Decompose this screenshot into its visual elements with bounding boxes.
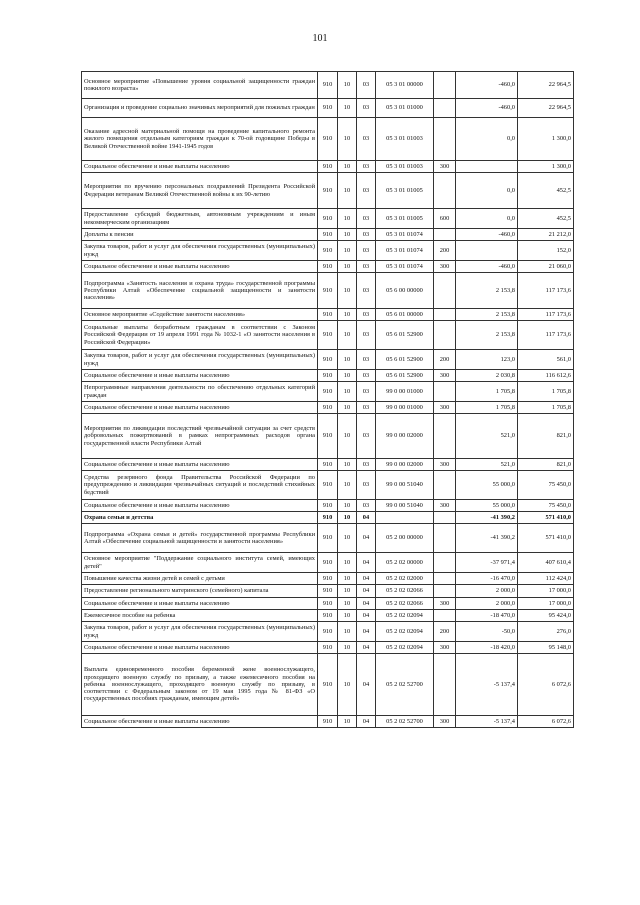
row-name: Основное мероприятие «Содействие занятости населения»	[82, 309, 318, 321]
subsection-code: 03	[357, 382, 376, 402]
total-amount: 21 060,0	[518, 261, 574, 273]
change-amount: 0,0	[456, 209, 518, 229]
expense-type	[434, 321, 456, 350]
table-row	[82, 321, 574, 350]
subsection-code: 04	[357, 512, 376, 524]
total-amount: 75 450,0	[518, 471, 574, 500]
expense-type: 300	[434, 161, 456, 173]
expense-type	[434, 273, 456, 309]
total-amount: 95 148,0	[518, 642, 574, 654]
total-amount: 117 173,6	[518, 273, 574, 309]
change-amount: -16 470,0	[456, 573, 518, 585]
section-code: 10	[338, 273, 357, 309]
total-amount: 152,0	[518, 241, 574, 261]
change-amount: -460,0	[456, 99, 518, 118]
row-name: Доплаты к пенсии	[82, 229, 318, 241]
subsection-code: 03	[357, 209, 376, 229]
section-code: 10	[338, 573, 357, 585]
admin-code: 910	[318, 402, 338, 414]
subsection-code: 04	[357, 716, 376, 728]
section-code: 10	[338, 598, 357, 610]
total-amount: 821,0	[518, 414, 574, 459]
row-name: Предоставление субсидий бюджетным, автономным учреждениям и иным некоммерческим организациям	[82, 209, 318, 229]
table-row	[82, 642, 574, 654]
expense-type	[434, 573, 456, 585]
change-amount: -5 137,4	[456, 716, 518, 728]
target-article: 05 6 01 52900	[376, 321, 434, 350]
total-amount: 1 705,8	[518, 382, 574, 402]
total-amount: 112 424,0	[518, 573, 574, 585]
row-name: Закупка товаров, работ и услуг для обеспечения государственных (муниципальных) нужд	[82, 350, 318, 370]
change-amount: -5 137,4	[456, 654, 518, 716]
table-row	[82, 459, 574, 471]
total-amount: 75 450,0	[518, 500, 574, 512]
expense-type: 200	[434, 622, 456, 642]
change-amount: 2 030,8	[456, 370, 518, 382]
admin-code: 910	[318, 173, 338, 209]
admin-code: 910	[318, 209, 338, 229]
subsection-code: 04	[357, 524, 376, 553]
admin-code: 910	[318, 610, 338, 622]
admin-code: 910	[318, 382, 338, 402]
total-amount: 117 173,6	[518, 321, 574, 350]
change-amount: 521,0	[456, 414, 518, 459]
target-article: 05 6 01 52900	[376, 350, 434, 370]
subsection-code: 04	[357, 598, 376, 610]
subsection-code: 03	[357, 229, 376, 241]
section-code: 10	[338, 610, 357, 622]
section-code: 10	[338, 512, 357, 524]
target-article: 05 6 01 00000	[376, 309, 434, 321]
subsection-code: 04	[357, 642, 376, 654]
expense-type	[434, 229, 456, 241]
admin-code: 910	[318, 321, 338, 350]
target-article: 05 3 01 01074	[376, 229, 434, 241]
admin-code: 910	[318, 241, 338, 261]
change-amount: 2 153,8	[456, 273, 518, 309]
section-code: 10	[338, 524, 357, 553]
total-amount: 21 212,0	[518, 229, 574, 241]
total-amount: 561,0	[518, 350, 574, 370]
table-row	[82, 209, 574, 229]
target-article: 05 6 00 00000	[376, 273, 434, 309]
change-amount: -460,0	[456, 72, 518, 99]
total-amount: 452,5	[518, 173, 574, 209]
table-row	[82, 99, 574, 118]
section-code: 10	[338, 118, 357, 161]
target-article: 05 3 01 01000	[376, 99, 434, 118]
row-name: Мероприятия по вручению персональных поздравлений Президента Российской Федерации ветеранам Великой Отечественной войны к их 90-летию	[82, 173, 318, 209]
expense-type	[434, 173, 456, 209]
subsection-code: 03	[357, 471, 376, 500]
section-code: 10	[338, 585, 357, 598]
table-row	[82, 553, 574, 573]
total-amount: 452,5	[518, 209, 574, 229]
admin-code: 910	[318, 161, 338, 173]
table-row	[82, 229, 574, 241]
change-amount: -18 470,0	[456, 610, 518, 622]
subsection-code: 04	[357, 610, 376, 622]
subsection-code: 03	[357, 350, 376, 370]
change-amount	[456, 161, 518, 173]
section-code: 10	[338, 414, 357, 459]
subsection-code: 03	[357, 173, 376, 209]
section-code: 10	[338, 72, 357, 99]
expense-type: 300	[434, 716, 456, 728]
total-amount: 1 705,8	[518, 402, 574, 414]
section-code: 10	[338, 229, 357, 241]
target-article: 05 3 01 01074	[376, 261, 434, 273]
table-row	[82, 500, 574, 512]
row-name: Непрограммные направления деятельности по обеспечению отдельных категорий граждан	[82, 382, 318, 402]
table-row	[82, 241, 574, 261]
subsection-code: 03	[357, 500, 376, 512]
target-article: 05 3 01 01074	[376, 241, 434, 261]
subsection-code: 04	[357, 654, 376, 716]
expense-type	[434, 382, 456, 402]
total-amount: 22 964,5	[518, 72, 574, 99]
section-code: 10	[338, 654, 357, 716]
subsection-code: 04	[357, 622, 376, 642]
change-amount: 2 153,8	[456, 321, 518, 350]
expense-type	[434, 654, 456, 716]
admin-code: 910	[318, 459, 338, 471]
table-row	[82, 161, 574, 173]
expense-type	[434, 553, 456, 573]
change-amount: -18 420,0	[456, 642, 518, 654]
change-amount: -41 390,2	[456, 524, 518, 553]
page-number: 101	[312, 33, 328, 44]
section-code: 10	[338, 309, 357, 321]
total-amount: 407 610,4	[518, 553, 574, 573]
admin-code: 910	[318, 500, 338, 512]
row-name: Социальное обеспечение и иные выплаты населению	[82, 598, 318, 610]
total-amount: 6 072,6	[518, 654, 574, 716]
expense-type	[434, 309, 456, 321]
section-code: 10	[338, 459, 357, 471]
subsection-code: 03	[357, 241, 376, 261]
admin-code: 910	[318, 716, 338, 728]
change-amount: -50,0	[456, 622, 518, 642]
subsection-code: 03	[357, 261, 376, 273]
row-name: Основное мероприятие «Повышение уровня социальной защищенности граждан пожилого возраста»	[82, 72, 318, 99]
target-article: 99 0 00 51040	[376, 500, 434, 512]
row-name: Социальное обеспечение и иные выплаты населению	[82, 716, 318, 728]
table-row	[82, 118, 574, 161]
expense-type	[434, 414, 456, 459]
total-amount: 17 000,0	[518, 598, 574, 610]
target-article: 05 3 01 01003	[376, 118, 434, 161]
admin-code: 910	[318, 553, 338, 573]
table-row	[82, 414, 574, 459]
admin-code: 910	[318, 370, 338, 382]
total-amount: 1 300,0	[518, 118, 574, 161]
change-amount: 521,0	[456, 459, 518, 471]
expense-type: 300	[434, 642, 456, 654]
target-article: 99 0 00 01000	[376, 402, 434, 414]
expense-type: 300	[434, 402, 456, 414]
table-row	[82, 585, 574, 598]
row-name: Организация и проведение социально значимых мероприятий для пожилых граждан	[82, 99, 318, 118]
target-article: 05 2 02 02094	[376, 622, 434, 642]
table-row	[82, 273, 574, 309]
expense-type: 200	[434, 241, 456, 261]
total-amount: 1 300,0	[518, 161, 574, 173]
expense-type	[434, 524, 456, 553]
target-article: 05 3 01 00000	[376, 72, 434, 99]
change-amount: 2 000,0	[456, 598, 518, 610]
row-name: Выплата единовременного пособия беременной жене военнослужащего, проходящего военную службу по призыву, а также ежемесячного пособия на ребенка военнослужащего, проходящего военную службу по призыву, в соответствии с Федеральным законом от 19 мая 1995 года № 81-ФЗ «О государственных пособиях гражданам, имеющим детей»	[82, 654, 318, 716]
expense-type	[434, 72, 456, 99]
table-row	[82, 654, 574, 716]
table-row	[82, 610, 574, 622]
expense-type	[434, 99, 456, 118]
expense-type: 300	[434, 370, 456, 382]
expense-type: 600	[434, 209, 456, 229]
section-code: 10	[338, 500, 357, 512]
subsection-code: 03	[357, 99, 376, 118]
table-row	[82, 261, 574, 273]
target-article: 99 0 00 02000	[376, 459, 434, 471]
subsection-code: 03	[357, 321, 376, 350]
row-name: Социальное обеспечение и иные выплаты населению	[82, 161, 318, 173]
table-row	[82, 573, 574, 585]
change-amount: 0,0	[456, 173, 518, 209]
row-name: Мероприятия по ликвидации последствий чрезвычайной ситуации за счет средств добровольных пожертвований в рамках непрограммных расходов органа государственной власти Республики Алтай	[82, 414, 318, 459]
table-row	[82, 173, 574, 209]
admin-code: 910	[318, 229, 338, 241]
admin-code: 910	[318, 309, 338, 321]
section-code: 10	[338, 622, 357, 642]
total-amount: 22 964,5	[518, 99, 574, 118]
table-row	[82, 382, 574, 402]
target-article: 99 0 00 51040	[376, 471, 434, 500]
target-article: 05 2 02 00000	[376, 553, 434, 573]
admin-code: 910	[318, 585, 338, 598]
target-article: 05 2 02 02066	[376, 585, 434, 598]
target-article: 05 2 02 52700	[376, 654, 434, 716]
admin-code: 910	[318, 598, 338, 610]
section-code: 10	[338, 161, 357, 173]
section-code: 10	[338, 321, 357, 350]
target-article: 05 2 02 02066	[376, 598, 434, 610]
table-row	[82, 471, 574, 500]
section-code: 10	[338, 261, 357, 273]
target-article: 99 0 00 02000	[376, 414, 434, 459]
subsection-code: 03	[357, 370, 376, 382]
admin-code: 910	[318, 622, 338, 642]
target-article: 05 3 01 01005	[376, 173, 434, 209]
change-amount	[456, 241, 518, 261]
table-body	[82, 72, 574, 728]
section-code: 10	[338, 716, 357, 728]
expense-type	[434, 512, 456, 524]
row-name: Средства резервного фонда Правительства Российской Федерации по предупреждению и ликвидации чрезвычайных ситуаций и последствий стихийных бедствий	[82, 471, 318, 500]
table-row	[82, 402, 574, 414]
subsection-code: 03	[357, 459, 376, 471]
table-row	[82, 72, 574, 99]
target-article: 05 2 02 02094	[376, 610, 434, 622]
expense-type	[434, 585, 456, 598]
target-article: 05 2 02 52700	[376, 716, 434, 728]
section-code: 10	[338, 209, 357, 229]
section-code: 10	[338, 173, 357, 209]
admin-code: 910	[318, 118, 338, 161]
admin-code: 910	[318, 642, 338, 654]
change-amount: -460,0	[456, 229, 518, 241]
subsection-code: 04	[357, 585, 376, 598]
target-article: 05 3 01 01003	[376, 161, 434, 173]
subsection-code: 03	[357, 161, 376, 173]
section-code: 10	[338, 241, 357, 261]
change-amount: 2 000,0	[456, 585, 518, 598]
change-amount: -460,0	[456, 261, 518, 273]
admin-code: 910	[318, 573, 338, 585]
change-amount: 2 153,8	[456, 309, 518, 321]
section-code: 10	[338, 402, 357, 414]
admin-code: 910	[318, 414, 338, 459]
admin-code: 910	[318, 350, 338, 370]
expense-type: 300	[434, 500, 456, 512]
total-amount: 821,0	[518, 459, 574, 471]
change-amount: -41 390,2	[456, 512, 518, 524]
table-row	[82, 524, 574, 553]
table-row	[82, 512, 574, 524]
row-name: Социальное обеспечение и иные выплаты населению	[82, 500, 318, 512]
row-name: Социальное обеспечение и иные выплаты населению	[82, 459, 318, 471]
section-code: 10	[338, 350, 357, 370]
row-name: Подпрограмма «Охрана семьи и детей» государственной программы Республики Алтай «Обеспечение социальной защищенности и занятости населения»	[82, 524, 318, 553]
section-code: 10	[338, 370, 357, 382]
total-amount: 17 000,0	[518, 585, 574, 598]
total-amount: 571 410,0	[518, 524, 574, 553]
row-name: Оказание адресной материальной помощи на проведение капитального ремонта жилого помещения отдельным категориям граждан к 70-ой годовщине Победы в Великой Отечественной войне 1941-1945 годов	[82, 118, 318, 161]
admin-code: 910	[318, 512, 338, 524]
change-amount: 55 000,0	[456, 500, 518, 512]
row-name: Социальное обеспечение и иные выплаты населению	[82, 261, 318, 273]
change-amount: 55 000,0	[456, 471, 518, 500]
table-row	[82, 350, 574, 370]
admin-code: 910	[318, 654, 338, 716]
section-code: 10	[338, 99, 357, 118]
row-name: Основное мероприятие "Поддержание социального института семей, имеющих детей"	[82, 553, 318, 573]
row-name: Социальные выплаты безработным гражданам в соответствии с Законом Российской Федерации от 19 апреля 1991 года № 1032-1 «О занятости населения в Российской Федерации»	[82, 321, 318, 350]
target-article: 05 2 02 02094	[376, 642, 434, 654]
total-amount: 571 410,0	[518, 512, 574, 524]
target-article: 05 2 02 02000	[376, 573, 434, 585]
expense-type: 300	[434, 459, 456, 471]
total-amount: 116 612,6	[518, 370, 574, 382]
row-name: Закупка товаров, работ и услуг для обеспечения государственных (муниципальных) нужд	[82, 622, 318, 642]
subsection-code: 03	[357, 72, 376, 99]
row-name: Ежемесячное пособие на ребенка	[82, 610, 318, 622]
subsection-code: 03	[357, 273, 376, 309]
total-amount: 6 072,6	[518, 716, 574, 728]
expense-type: 300	[434, 261, 456, 273]
expense-type	[434, 118, 456, 161]
target-article: 05 3 01 01005	[376, 209, 434, 229]
target-article	[376, 512, 434, 524]
row-name: Охрана семьи и детства	[82, 512, 318, 524]
row-name: Социальное обеспечение и иные выплаты населению	[82, 402, 318, 414]
total-amount: 117 173,6	[518, 309, 574, 321]
target-article: 05 2 00 00000	[376, 524, 434, 553]
target-article: 05 6 01 52900	[376, 370, 434, 382]
table-row	[82, 622, 574, 642]
total-amount: 276,0	[518, 622, 574, 642]
subsection-code: 03	[357, 309, 376, 321]
admin-code: 910	[318, 99, 338, 118]
row-name: Предоставление регионального материнского (семейного) капитала	[82, 585, 318, 598]
row-name: Закупка товаров, работ и услуг для обеспечения государственных (муниципальных) нужд	[82, 241, 318, 261]
row-name: Повышение качества жизни детей и семей с детьми	[82, 573, 318, 585]
section-code: 10	[338, 471, 357, 500]
expense-type: 300	[434, 598, 456, 610]
change-amount: 123,0	[456, 350, 518, 370]
total-amount: 95 424,0	[518, 610, 574, 622]
admin-code: 910	[318, 273, 338, 309]
table-row	[82, 309, 574, 321]
admin-code: 910	[318, 471, 338, 500]
subsection-code: 04	[357, 573, 376, 585]
expense-type: 200	[434, 350, 456, 370]
change-amount: 1 705,8	[456, 402, 518, 414]
row-name: Социальное обеспечение и иные выплаты населению	[82, 642, 318, 654]
table-row	[82, 598, 574, 610]
table-row	[82, 716, 574, 728]
table-row	[82, 370, 574, 382]
admin-code: 910	[318, 72, 338, 99]
change-amount: 0,0	[456, 118, 518, 161]
subsection-code: 04	[357, 553, 376, 573]
admin-code: 910	[318, 524, 338, 553]
expense-type	[434, 610, 456, 622]
section-code: 10	[338, 382, 357, 402]
subsection-code: 03	[357, 118, 376, 161]
subsection-code: 03	[357, 414, 376, 459]
section-code: 10	[338, 553, 357, 573]
section-code: 10	[338, 642, 357, 654]
admin-code: 910	[318, 261, 338, 273]
budget-table	[81, 71, 574, 728]
change-amount: -37 971,4	[456, 553, 518, 573]
target-article: 99 0 00 01000	[376, 382, 434, 402]
subsection-code: 03	[357, 402, 376, 414]
change-amount: 1 705,8	[456, 382, 518, 402]
expense-type	[434, 471, 456, 500]
row-name: Подпрограмма «Занятость населения и охрана труда» государственной программы Республики Алтай «Обеспечение социальной защищенности и занятости населения»	[82, 273, 318, 309]
row-name: Социальное обеспечение и иные выплаты населению	[82, 370, 318, 382]
